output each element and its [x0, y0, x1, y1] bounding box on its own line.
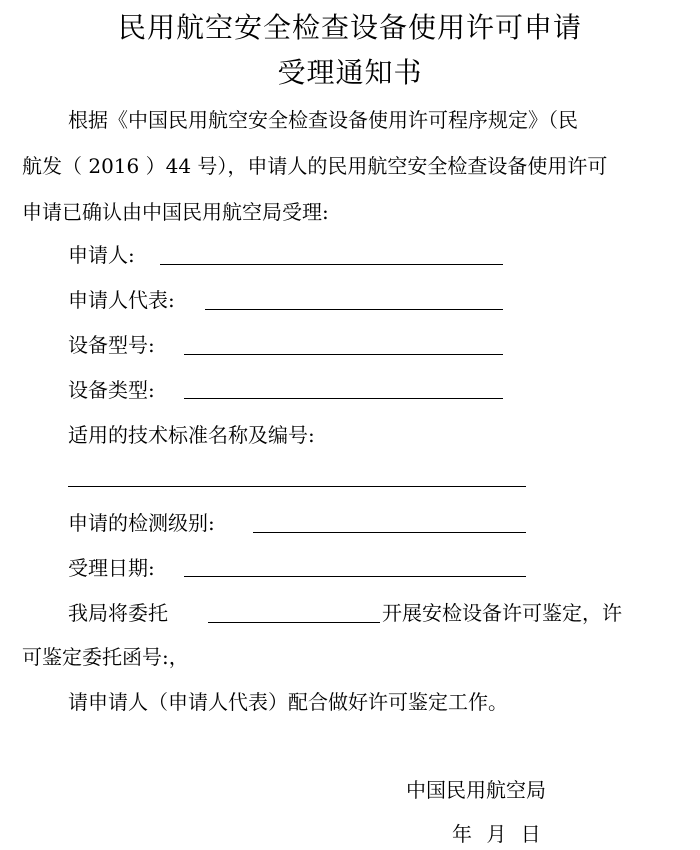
intro-line-2: 航发（ 2016 ）44 号），申请人的民用航空安全检查设备使用许可: [22, 154, 608, 178]
document-title-line1: 民用航空安全检查设备使用许可申请: [117, 11, 582, 44]
request-line: 请申请人（申请人代表）配合做好许可鉴定工作。: [68, 690, 508, 714]
model-label: 设备型号:: [68, 333, 155, 357]
model-blank[interactable]: [184, 354, 503, 355]
document-title-line2: 受理通知书: [277, 56, 423, 89]
date-label: 受理日期:: [68, 556, 155, 580]
level-blank[interactable]: [253, 532, 526, 533]
entrust-suffix: 开展安检设备许可鉴定，许: [382, 601, 622, 625]
intro-line-3: 申请已确认由中国民用航空局受理:: [22, 200, 329, 224]
standard-blank[interactable]: [68, 486, 526, 487]
applicant-blank[interactable]: [160, 264, 503, 265]
entrust-line-2: 可鉴定委托函号:，: [22, 645, 189, 669]
entrust-prefix: 我局将委托: [68, 601, 168, 625]
representative-blank[interactable]: [205, 309, 503, 310]
type-label: 设备类型:: [68, 378, 155, 402]
type-blank[interactable]: [184, 398, 503, 399]
date-blank[interactable]: [184, 576, 526, 577]
signature-date: 年 月 日: [452, 822, 541, 846]
level-label: 申请的检测级别:: [68, 511, 215, 535]
representative-label: 申请人代表:: [68, 288, 175, 312]
intro-line-1: 根据《中国民用航空安全检查设备使用许可程序规定》（民: [68, 108, 578, 132]
signature-org: 中国民用航空局: [406, 778, 546, 802]
entrust-org-blank[interactable]: [208, 622, 380, 623]
standard-label: 适用的技术标准名称及编号:: [68, 423, 315, 447]
applicant-label: 申请人:: [68, 243, 135, 267]
